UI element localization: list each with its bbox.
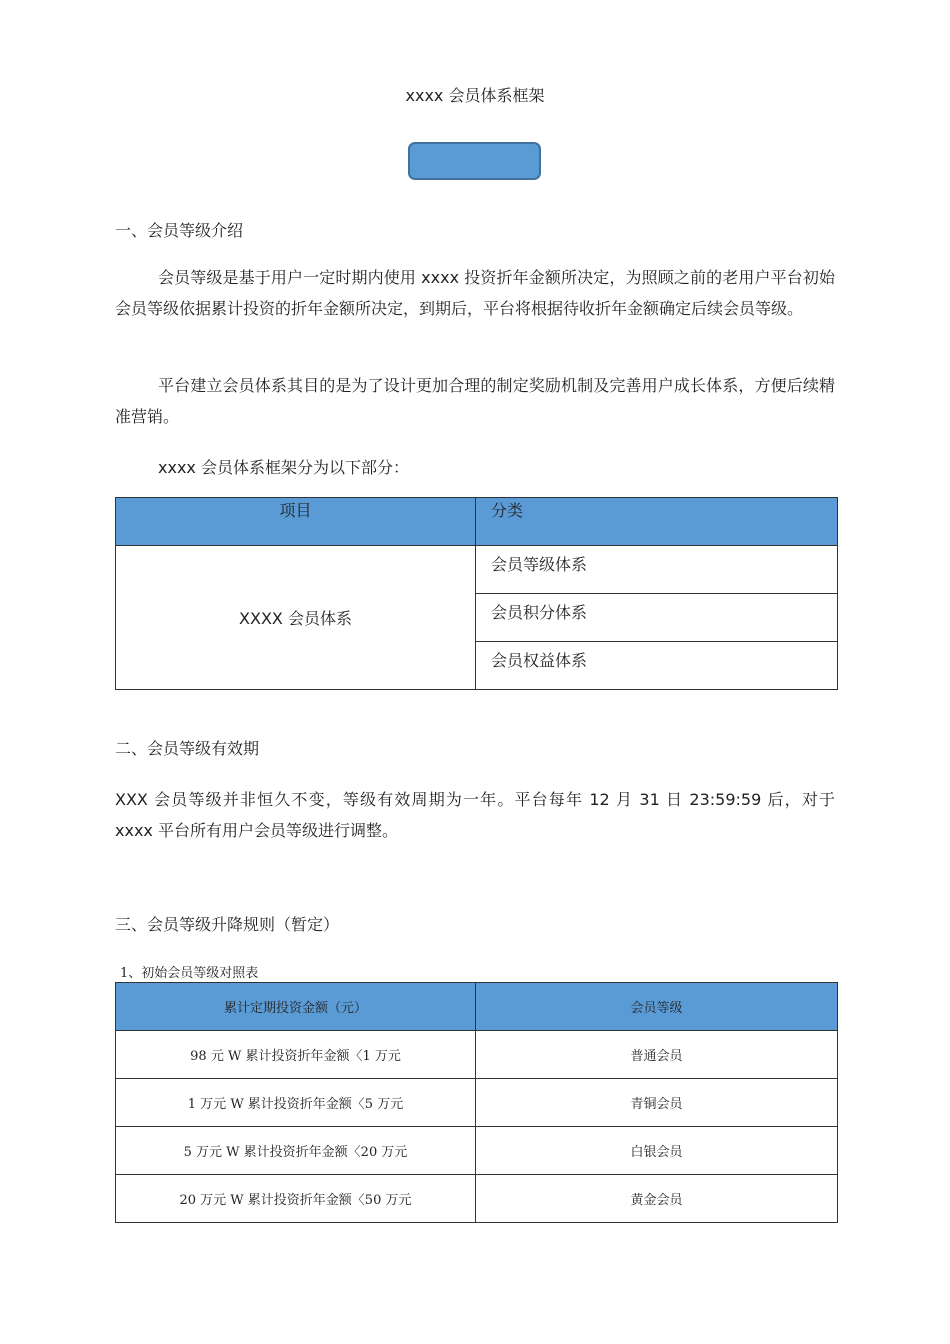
framework-table: [115, 497, 838, 690]
amount-cell: 98 元 W 累计投资折年金额〈1 万元: [116, 1031, 476, 1079]
header-project: 项目: [116, 498, 476, 546]
framework-intro: xxxx 会员体系框架分为以下部分：: [158, 458, 409, 477]
blue-rounded-box: [408, 142, 541, 180]
level-cell: 黄金会员: [476, 1175, 838, 1223]
amount-cell: 20 万元 W 累计投资折年金额〈50 万元: [116, 1175, 476, 1223]
section-3-heading: 三、会员等级升降规则（暂定）: [115, 915, 340, 934]
level-table: [115, 982, 838, 1223]
header-amount: 累计定期投资金额（元）: [116, 983, 476, 1031]
amount-cell: 5 万元 W 累计投资折年金额〈20 万元: [116, 1127, 476, 1175]
section-1-paragraph-1: 会员等级是基于用户一定时期内使用 xxxx 投资折年金额所决定，为照顾之前的老用户平台初始会员等级依据累计投资的折年金额所决定，到期后，平台将根据待收折年金额确定后续会员等级。: [115, 268, 835, 318]
level-cell: 普通会员: [476, 1031, 838, 1079]
category-cell: 会员积分体系: [476, 594, 838, 642]
table-caption: 1、初始会员等级对照表: [120, 966, 259, 981]
table-row: [116, 1127, 838, 1175]
header-level: 会员等级: [476, 983, 838, 1031]
document-title: xxxx 会员体系框架: [405, 86, 545, 105]
table-row: [116, 1079, 838, 1127]
section-2-heading: 二、会员等级有效期: [115, 739, 260, 758]
table-row: [116, 1175, 838, 1223]
section-1-paragraph-2: 平台建立会员体系其目的是为了设计更加合理的制定奖励机制及完善用户成长体系，方便后续精准营销。: [115, 376, 835, 426]
category-cell: 会员权益体系: [476, 642, 838, 690]
table-header-row: [116, 983, 838, 1031]
category-cell: 会员等级体系: [476, 546, 838, 594]
table-row: [116, 546, 838, 594]
amount-cell: 1 万元 W 累计投资折年金额〈5 万元: [116, 1079, 476, 1127]
header-category: 分类: [476, 498, 838, 546]
table-header-row: [116, 498, 838, 546]
project-cell: XXXX 会员体系: [116, 546, 476, 690]
section-1-heading: 一、会员等级介绍: [115, 221, 244, 240]
section-2-paragraph: XXX 会员等级并非恒久不变，等级有效周期为一年。平台每年 12 月 31 日 23:59:59 后，对于 xxxx 平台所有用户会员等级进行调整。: [115, 790, 835, 840]
table-row: [116, 1031, 838, 1079]
level-cell: 青铜会员: [476, 1079, 838, 1127]
level-cell: 白银会员: [476, 1127, 838, 1175]
